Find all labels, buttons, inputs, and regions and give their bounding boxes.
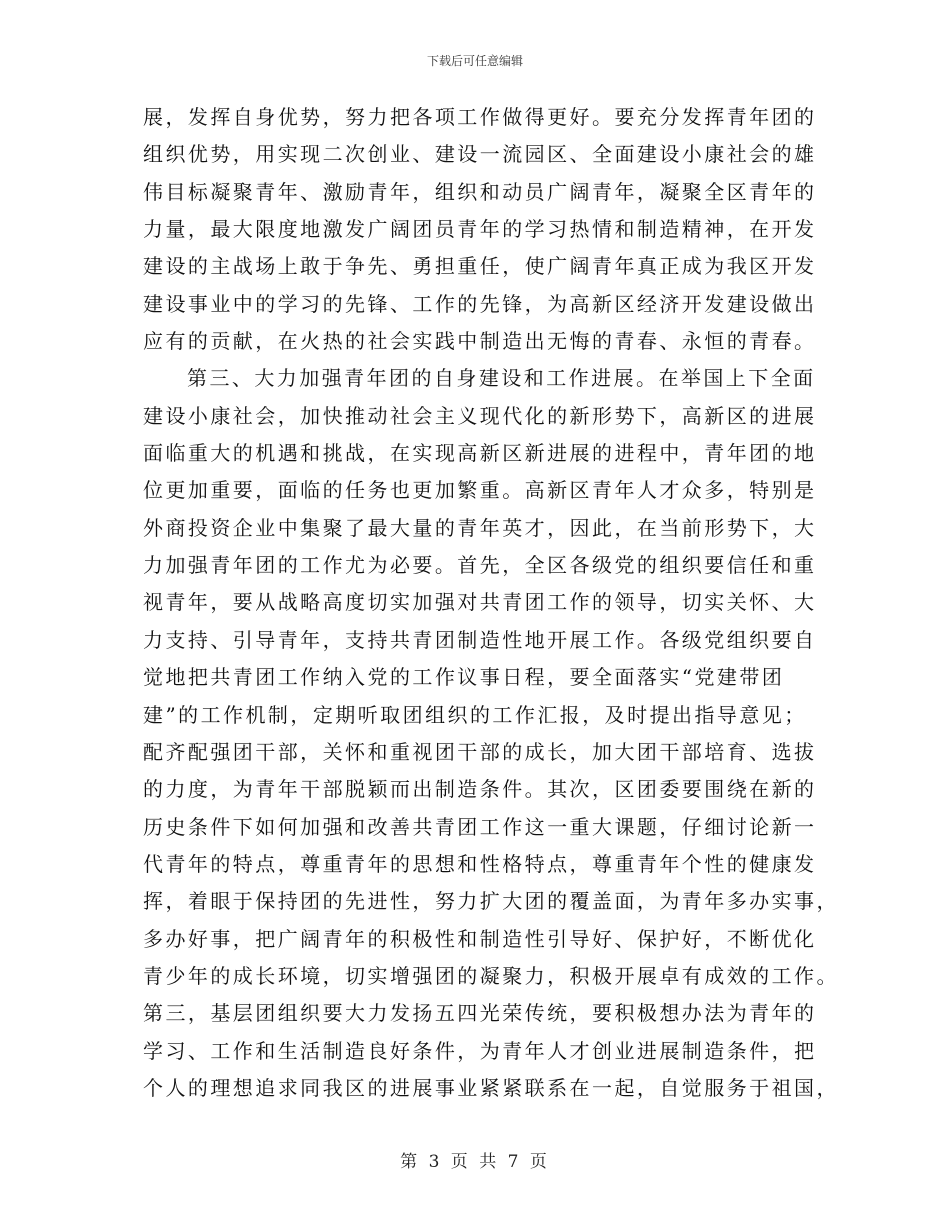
text-line: 建设小康社会，加快推动社会主义现代化的新形势下，高新区的进展 xyxy=(143,403,817,428)
text-line: 觉地把共青团工作纳入党的工作议事日程，要全面落实“党建带团 xyxy=(143,665,785,690)
text-line: 的力度，为青年干部脱颖而出制造条件。其次，区团委要围绕在新的 xyxy=(143,777,817,802)
text-line: 第三，基层团组织要大力发扬五四光荣传统，要积极想办法为青年的 xyxy=(143,1001,817,1026)
text-line: 伟目标凝聚青年、激励青年，组织和动员广阔青年，凝聚全区青年的 xyxy=(143,179,817,204)
paragraph-start-line: 第三、大力加强青年团的自身建设和工作进展。在举国上下全面 xyxy=(187,366,816,391)
text-line: 位更加重要，面临的任务也更加繁重。高新区青年人才众多，特别是 xyxy=(143,478,817,503)
page-header-note: 下载后可任意编辑 xyxy=(426,54,523,68)
text-line: 挥，着眼于保持团的先进性，努力扩大团的覆盖面，为青年多办实事， xyxy=(143,889,839,914)
text-line: 多办好事，把广阔青年的积极性和制造性引导好、保护好，不断优化 xyxy=(143,926,817,951)
text-line: 组织优势，用实现二次创业、建设一流园区、全面建设小康社会的雄 xyxy=(143,142,817,167)
text-line: 学习、工作和生活制造良好条件，为青年人才创业进展制造条件，把 xyxy=(143,1038,817,1063)
text-line: 个人的理想追求同我区的进展事业紧紧联系在一起，自觉服务于祖国， xyxy=(143,1075,839,1100)
page-number: 第 3 页 共 7 页 xyxy=(400,1152,550,1172)
text-line: 建设事业中的学习的先锋、工作的先锋，为高新区经济开发建设做出 xyxy=(143,291,817,316)
text-line: 应有的贡献，在火热的社会实践中制造出无悔的青春、永恒的青春。 xyxy=(143,329,817,354)
text-line: 建设的主战场上敢于争先、勇担重任，使广阔青年真正成为我区开发 xyxy=(143,254,817,279)
text-line: 历史条件下如何加强和改善共青团工作这一重大课题，仔细讨论新一 xyxy=(143,814,817,839)
document-body xyxy=(143,99,839,1107)
text-line: 代青年的特点，尊重青年的思想和性格特点，尊重青年个性的健康发 xyxy=(143,851,817,876)
text-line: 配齐配强团干部，关怀和重视团干部的成长，加大团干部培育、选拔 xyxy=(143,739,817,764)
text-line: 力支持、引导青年，支持共青团制造性地开展工作。各级党组织要自 xyxy=(143,627,817,652)
text-line: 建”的工作机制，定期听取团组织的工作汇报，及时提出指导意见； xyxy=(143,702,807,727)
text-line: 青少年的成长环境，切实增强团的凝聚力，积极开展卓有成效的工作。 xyxy=(143,963,839,988)
text-line: 外商投资企业中集聚了最大量的青年英才，因此，在当前形势下，大 xyxy=(143,515,817,540)
text-line: 力加强青年团的工作尤为必要。首先，全区各级党的组织要信任和重 xyxy=(143,553,817,578)
text-line: 力量，最大限度地激发广阔团员青年的学习热情和制造精神，在开发 xyxy=(143,217,817,242)
text-line: 面临重大的机遇和挑战，在实现高新区新进展的进程中，青年团的地 xyxy=(143,441,817,466)
text-line: 视青年，要从战略高度切实加强对共青团工作的领导，切实关怀、大 xyxy=(143,590,817,615)
text-line: 展，发挥自身优势，努力把各项工作做得更好。要充分发挥青年团的 xyxy=(143,105,817,129)
